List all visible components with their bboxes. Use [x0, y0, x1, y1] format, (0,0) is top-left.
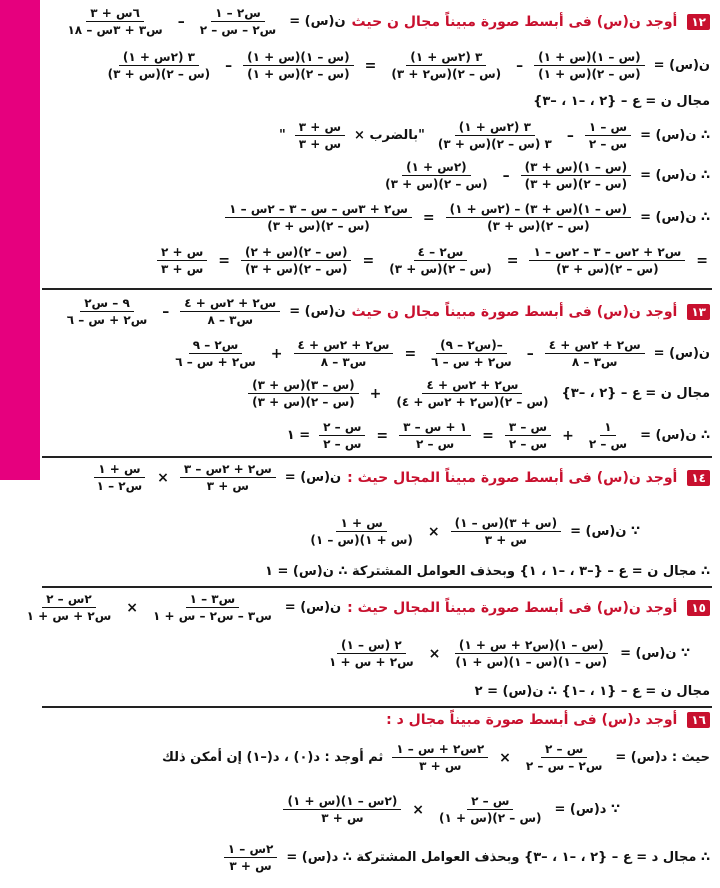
problem-15-header: ١٥ أوجد ن(س) فى أبسط صورة مبيناً المجال حيث : ن(س) = $\frac{\text{س٣ – ١}}{\text{س٣ – س٢ – س + ١}}$ × $\frac{\text{٢س – ٢}}{\text{س٢ + س + ١}}$: [44, 592, 710, 623]
section-divider: [42, 706, 712, 708]
problem-13-header: ١٣ أوجد ن(س) فى أبسط صورة مبيناً مجال ن حيث ن(س) = $\frac{\text{س٢ + ٢س + ٤}}{\text{س٣ – ٨}}$ – $\frac{\text{٩ – س٢}}{\text{س٢ + س – ٦}}$: [44, 296, 710, 327]
domain-line: ∴ مجال ن = ع – {–٣ ، –١ ، ١} وبحذف العوامل المشتركة ∴ ن(س) = ١: [265, 564, 710, 579]
decorative-side-bar: [0, 0, 40, 480]
domain-line: مجال ن = ع – {١ ، –١} ∴ ن(س) = ٢: [474, 684, 710, 699]
solution-line: مجال ن = ع – {٢ ، –٣} $\frac{\text{س٢ + ٢س + ٤}}{\text{(س – ٢)(س٢ + ٢س + ٤)}}$ + $\frac{\text{(س – ٣)(س + ٣)}}{\text{(س – ٢)(س + ٣)}}$: [44, 378, 710, 409]
problem-14-header: ١٤ أوجد ن(س) فى أبسط صورة مبيناً المجال حيث : ن(س) = $\frac{\text{س٢ + ٢س – ٣}}{\text{س + ٣}}$ × $\frac{\text{س + ١}}{\text{س٢ – ١}}$: [44, 462, 710, 493]
problem-title: أوجد ن(س) فى أبسط صورة مبيناً مجال ن حيث: [351, 13, 678, 30]
solution-line: ن(س) = $\frac{\text{س٢ + ٢س + ٤}}{\text{س٣ – ٨}}$ – $\frac{\text{–(س٢ – ٩)}}{\text{س٢ + س – ٦}}$ = $\frac{\text{س٢ + ٢س + ٤}}{\text{س٣ – ٨}}$ + $\frac{\text{س٢ – ٩}}{\text{س٢ + س – ٦}}$: [175, 338, 710, 369]
solution-line: ∴ ن(س) = $\frac{\text{س – ١}}{\text{س – ٢}}$ – $\frac{\text{٣ (٢س + ١)}}{\text{٣ (س – ٢)(س + ٣)}}$ "بالضرب × $\frac{\text{س + ٣}}{\text{س + ٣}}$ ": [278, 120, 710, 151]
problem-12-header: ١٢ أوجد ن(س) فى أبسط صورة مبيناً مجال ن حيث ن(س) = $\frac{\text{س٢ – ١}}{\text{س٢ – س – ٢}}$ – $\frac{\text{٦س + ٣}}{\text{س٣ + ٣س – ١٨}}$: [44, 6, 710, 37]
solution-line: ∴ ن(س) = $\frac{١}{\text{س – ٢}}$ + $\frac{\text{س – ٣}}{\text{س – ٢}}$ = $\frac{\text{١ + س – ٣}}{\text{س – ٢}}$ = $\frac{\text{س – ٢}}{\text{س – ٢}}$ = ١: [286, 420, 710, 451]
solution-line: ن(س) = $\frac{\text{(س – ١)(س + ١)}}{\text{(س – ٢)(س + ١)}}$ – $\frac{\text{٣ (٢س + ١)}}{\text{(س – ٢)(س٢ + ٣)}}$ = $\frac{\text{(س – ١)(س + ١)}}{\text{(س – ٢)(س + ١)}}$ – $\frac{\text{٣ (٢س + ١)}}{\text{(س – ٢)(س + ٣)}}$: [107, 50, 710, 81]
domain-line: ∴ مجال د = ع – {٢ ، –١ ، –٣} وبحذف العوامل المشتركة ∴ د(س) = $\frac{\text{٢س – ١}}{\text{س + ٣}}$: [44, 842, 710, 873]
solution-line: ∴ ن(س) = $\frac{\text{(س – ١)(س + ٣) – (٢س + ١)}}{\text{(س – ٢)(س + ٣)}}$ = $\frac{\text{س٢ + ٣س – س – ٣ – ٢س – ١}}{\text{(س – ٢)(س + ٣)}}$: [44, 202, 710, 233]
solution-line: ∵ د(س) = $\frac{\text{س – ٢}}{\text{(س – ٢)(س + ١)}}$ × $\frac{\text{(٢س – ١)(س + ١)}}{\text{س + ٣}}$: [44, 794, 620, 825]
solution-line: ∴ ن(س) = $\frac{\text{(س – ١)(س + ٣)}}{\text{(س – ٢)(س + ٣)}}$ – $\frac{\text{(٢س + ١)}}{\text{(س – ٢)(س + ٣)}}$: [385, 160, 710, 191]
fraction: $\frac{\text{٦س + ٣}}{\text{س٣ + ٣س – ١٨}}$: [67, 6, 163, 37]
solution-line: = $\frac{\text{س٢ + ٢س – ٣ – ٢س – ١}}{\text{(س – ٢)(س + ٣)}}$ = $\frac{\text{س٢ – ٤}}{\text{(س – ٢)(س + ٣)}}$ = $\frac{\text{(س – ٢)(س + ٢)}}{\text{(س – ٢)(س + ٣)}}$ = $\frac{\text{س + ٢}}{\text{س + ٣}}$: [44, 245, 710, 276]
section-divider: [42, 456, 712, 458]
section-divider: [42, 288, 712, 290]
fraction: $\frac{\text{س٢ – ١}}{\text{س٢ – س – ٢}}$: [199, 6, 277, 37]
domain-line: مجال ن = ع – {٢ ، –١ ، –٣}: [533, 94, 710, 109]
solution-line: حيث : د(س) = $\frac{\text{س – ٢}}{\text{س٢ – س – ٢}}$ × $\frac{\text{٢س٢ + س – ١}}{\text{س + ٣}}$ ثم أوجد : د(٠) ، د(–١) إن أمكن ذلك: [161, 742, 710, 773]
problem-16-header: ١٦ أوجد د(س) فى أبسط صورة مبيناً مجال د :: [44, 712, 710, 728]
section-divider: [42, 586, 712, 588]
problem-badge: ١٢: [687, 14, 710, 30]
solution-line: ∵ ن(س) = $\frac{\text{(س – ١)(س٢ + س + ١)}}{\text{(س – ١)(س – ١)(س + ١)}}$ × $\frac{\text{٢ (س – ١)}}{\text{س٢ + س + ١}}$: [329, 638, 690, 669]
solution-line: ∵ ن(س) = $\frac{\text{(س + ٣)(س – ١)}}{\text{س + ٣}}$ × $\frac{\text{س + ١}}{\text{(س + ١)(س – ١)}}$: [310, 516, 640, 547]
